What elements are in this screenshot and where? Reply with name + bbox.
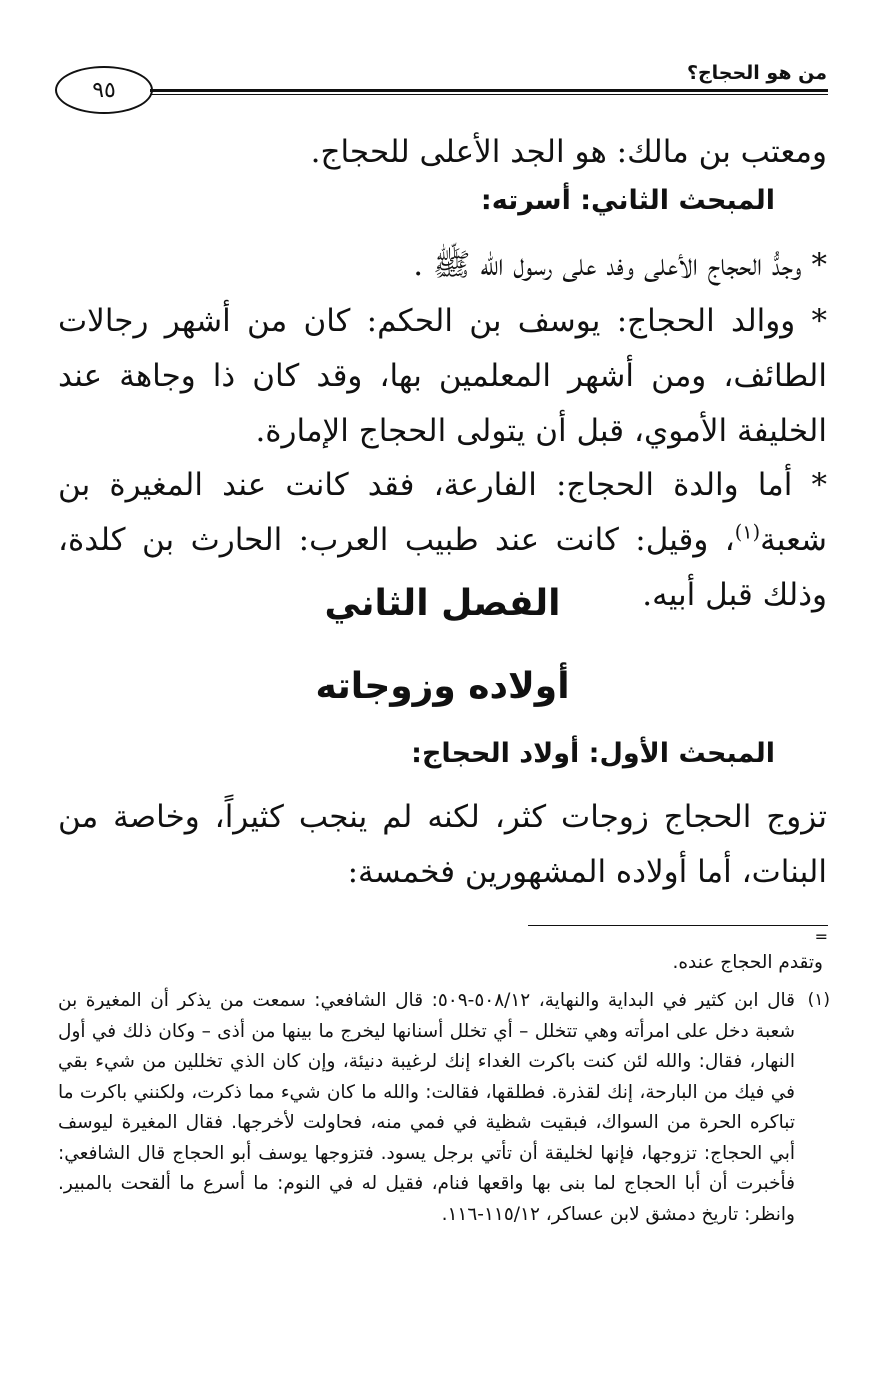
intro-line: ومعتب بن مالك: هو الجد الأعلى للحجاج. [310, 134, 827, 170]
section-heading-children: المبحث الأول: أولاد الحجاج: [411, 738, 775, 769]
section-heading-family: المبحث الثاني: أسرته: [480, 185, 775, 216]
footnote-continuation-mark: = [814, 927, 828, 946]
header-rule [150, 89, 828, 92]
page-number: ٩٥ [55, 66, 153, 114]
paragraph-grandfather: * وجدُّ الحجاج الأعلى وفد على رسول الله ﷺ . [413, 247, 827, 283]
paragraph-mother-part2: ، وقيل: كانت عند طبيب العرب: الحارث بن كلدة، وذلك قبل أبيه. [58, 522, 827, 613]
chapter-label: الفصل الثاني [324, 583, 561, 624]
footnote-separator [528, 925, 828, 926]
paragraph-father: * ووالد الحجاج: يوسف بن الحكم: كان من أشهر رجالات الطائف، ومن أشهر المعلمين بها، وقد كان ذا وجاهة عند الخليفة الأموي، قبل أن يتولى الحجاج الإمارة. [58, 303, 827, 449]
paragraph-children: تزوج الحجاج زوجات كثر، لكنه لم ينجب كثيراً، وخاصة من البنات، أما أولاده المشهورين فخمسة: [58, 799, 827, 890]
footnote-continuation: وتقدم الحجاج عنده. [672, 952, 823, 973]
chapter-title: أولاده وزوجاته [315, 666, 570, 707]
footnote-1: قال ابن كثير في البداية والنهاية، ٥٠٨/١٢-٥٠٩: قال الشافعي: سمعت من يذكر أن المغيرة بن شعبة دخل على امرأته وهي تتخلل – أي تخلل أسنانها ليخرج ما بينها من أذى – وكان ذلك في أول النهار، فقال: والله لئن كنت باكرت الغداء إنك لرغيبة دنيئة، وإن كان الذي تخللين من شيء بقي في فيك من البارحة، إنك لقذرة. فطلقها، فقالت: والله ما كان شيء مما ذكرت، ولكنني باكرت ما تباكره الحرة من السواك، فبقيت شظية في فمي منه، فحاولت لأخرجها. فقال المغيرة ليوسف أبي الحجاج: تزوجها، فإنها لخليقة أن تأتي برجل يسود. فتزوجها يوسف أبو الحجاج قال الشافعي: فأخبرت أن أبا الحجاج لما بنى بها واقعها فنام، فقيل له في النوم: ما أسرع ما ألقحت بالمبير. وانظر: تاريخ دمشق لابن عساكر، ١١٥/١٢-١١٦. [58, 990, 796, 1225]
footnote-ref-1: (١) [734, 520, 761, 544]
header-rule-thin [150, 94, 828, 95]
running-header-title: من هو الحجاج؟ [686, 62, 827, 84]
footnote-marker-1: (١) [807, 990, 830, 1010]
paragraph-mother-part1: * أما والدة الحجاج: الفارعة، فقد كانت عند المغيرة بن شعبة [58, 467, 827, 558]
